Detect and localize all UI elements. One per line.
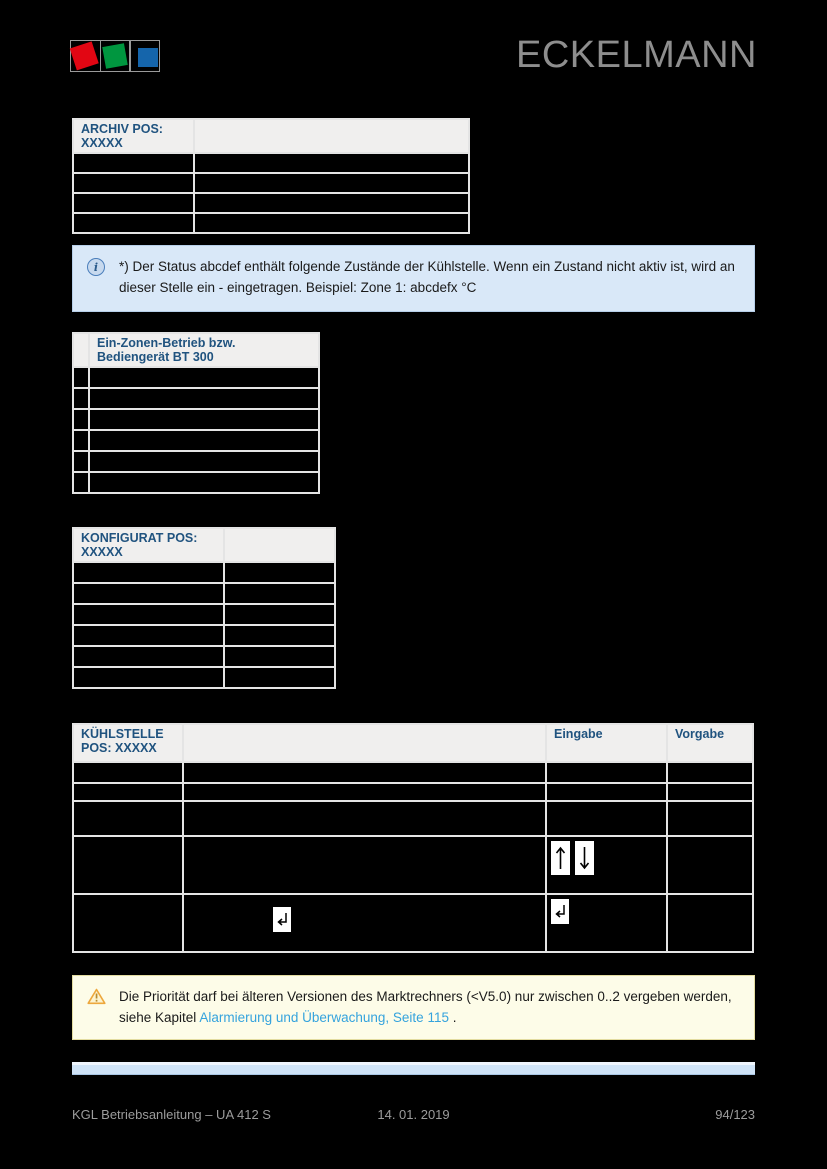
- kuehlstelle-table-title: KÜHLSTELLE POS: XXXXX: [74, 725, 182, 761]
- blue-square: [138, 48, 158, 67]
- table-row: [74, 802, 752, 835]
- table-row: [74, 763, 752, 782]
- logo-cell-green: [100, 40, 131, 72]
- enter-key-icon: [551, 899, 569, 924]
- zones-table-corner: [74, 334, 88, 366]
- table-row: [74, 837, 752, 893]
- table-row: [74, 626, 334, 645]
- info-box: [72, 245, 755, 312]
- info-box-text: *) Der Status abcdef enthält folgende Zustände der Kühlstelle. Wenn ein Zustand nicht aktiv ist, wird an dieser Stelle ein - eingetragen. Beispiel: Zone 1: abcdefx °C: [119, 259, 735, 295]
- warning-box: [72, 975, 755, 1040]
- table-row: [74, 668, 334, 687]
- table-row: [74, 154, 468, 172]
- arrow-down-key-icon: [575, 841, 594, 875]
- archiv-table-title-spacer: [195, 120, 468, 152]
- kuehlstelle-description-header: [184, 725, 545, 761]
- konfigurat-table-title: KONFIGURAT POS: XXXXX: [74, 529, 223, 561]
- green-square: [102, 43, 127, 68]
- footer-date: 14. 01. 2019: [377, 1107, 450, 1122]
- warning-text-tail: .: [448, 1010, 457, 1025]
- zones-table: [72, 332, 320, 494]
- footer-page-number: 94/123: [715, 1107, 756, 1122]
- footer-document-title: KGL Betriebsanleitung – UA 412 S: [72, 1107, 271, 1122]
- warning-box-text: [119, 986, 740, 1028]
- archiv-table: [72, 118, 470, 234]
- table-row: [74, 452, 318, 471]
- konfigurat-table: [72, 527, 336, 689]
- kuehlstelle-vorgabe-header: Vorgabe: [668, 725, 752, 761]
- truncated-note-bar: [72, 1062, 755, 1075]
- table-row: [74, 605, 334, 624]
- table-row: [74, 214, 468, 232]
- table-row: [74, 410, 318, 429]
- logo-cell-red: [70, 40, 101, 72]
- logo-cell-blue: [129, 40, 160, 72]
- kuehlstelle-table: [72, 723, 754, 953]
- zones-table-title: Ein-Zonen-Betrieb bzw. Bediengerät BT 300: [90, 334, 318, 366]
- page-footer: [72, 1106, 755, 1124]
- warning-icon: [87, 988, 106, 1011]
- warning-text: Die Priorität darf bei älteren Versionen des Marktrechners (<V5.0) nur zwischen 0..2 vergeben werden, siehe Kapitel: [119, 989, 732, 1025]
- chapter-link[interactable]: Alarmierung und Überwachung, Seite 115: [199, 1010, 449, 1025]
- eckelmann-logo: [70, 40, 160, 72]
- red-square: [70, 41, 99, 70]
- table-row: [74, 174, 468, 192]
- brand-wordmark: ECKELMANN: [516, 34, 757, 76]
- table-row: [74, 895, 752, 951]
- table-row: [74, 784, 752, 800]
- enter-key-icon: [273, 907, 291, 932]
- archiv-table-title: ARCHIV POS: XXXXX: [74, 120, 193, 152]
- table-row: [74, 368, 318, 387]
- table-row: [74, 194, 468, 212]
- table-row: [74, 647, 334, 666]
- konfigurat-table-title-spacer: [225, 529, 334, 561]
- arrow-up-key-icon: [551, 841, 570, 875]
- table-row: [74, 473, 318, 492]
- table-row: [74, 563, 334, 582]
- table-row: [74, 389, 318, 408]
- table-row: [74, 584, 334, 603]
- info-icon: i: [87, 258, 105, 276]
- table-row: [74, 431, 318, 450]
- kuehlstelle-eingabe-header: Eingabe: [547, 725, 666, 761]
